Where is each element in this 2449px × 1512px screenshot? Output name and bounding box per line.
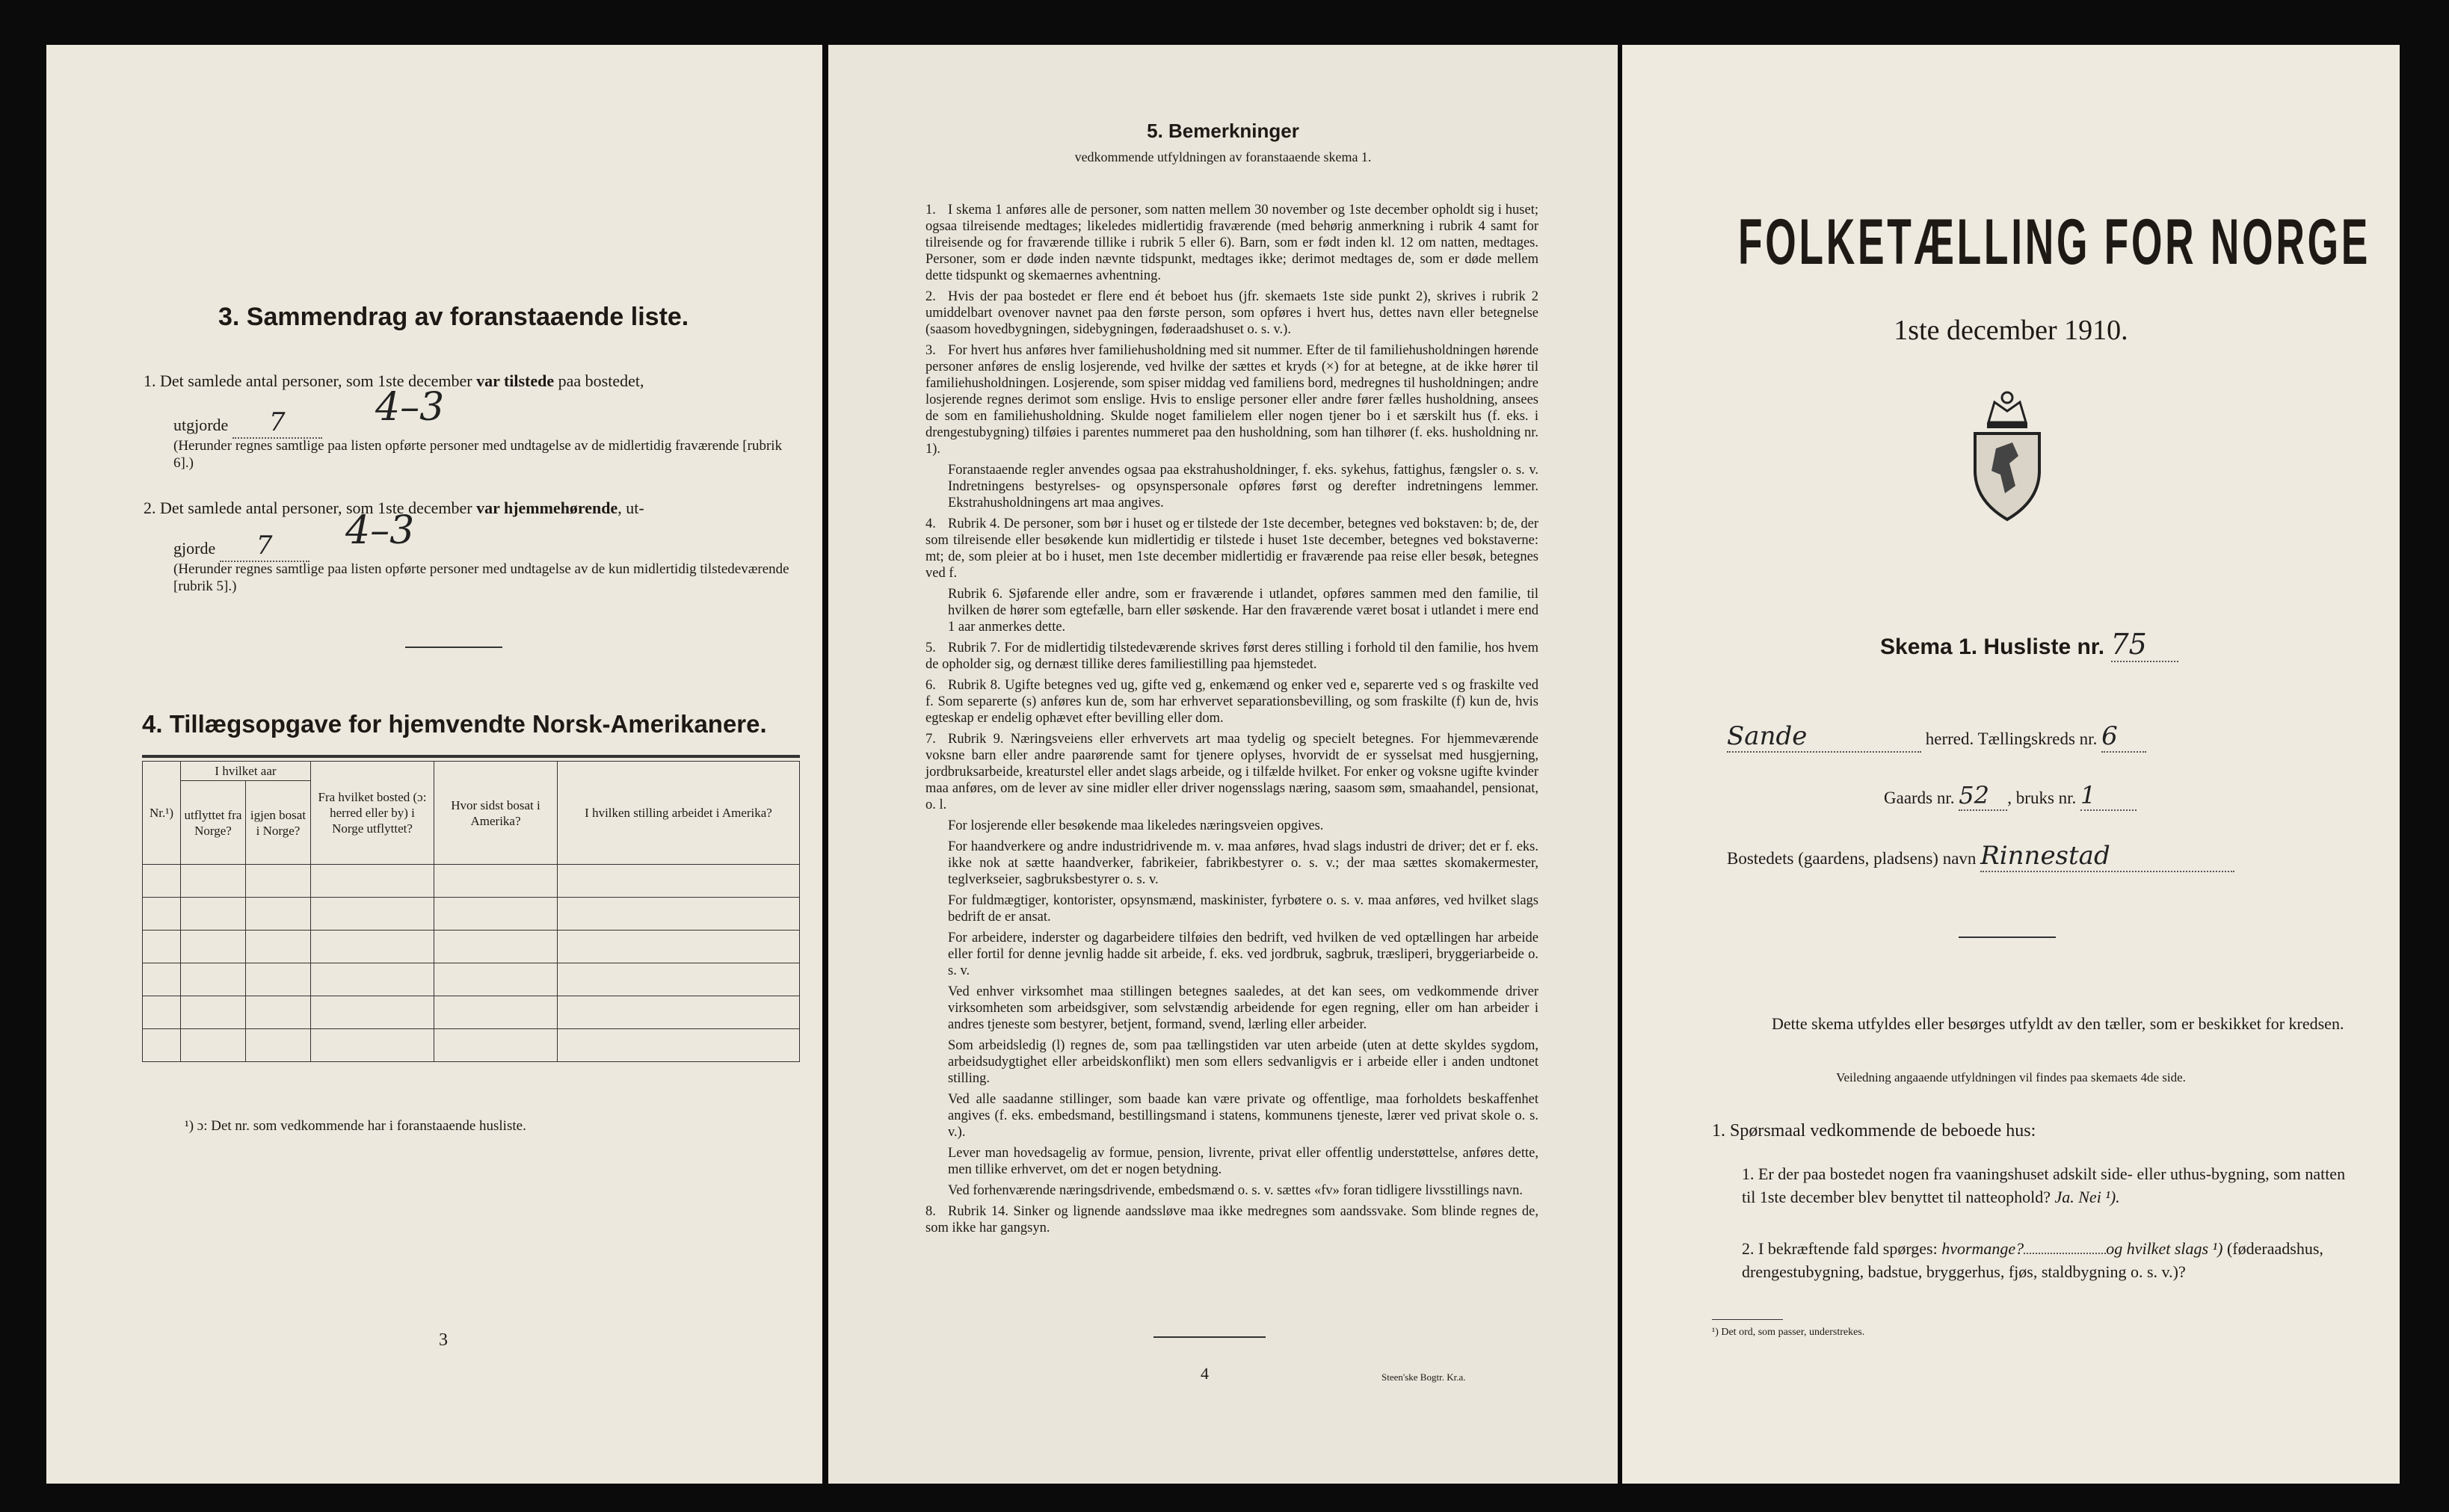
- remark-item: [925, 984, 1538, 1033]
- remark-item: [925, 1203, 1538, 1236]
- ornament-divider: [1959, 936, 2056, 938]
- remarks-list: [925, 202, 1538, 1241]
- col-nr: Nr.¹): [143, 762, 181, 865]
- bruks-nr-field[interactable]: 1: [2080, 781, 2137, 811]
- divider: [1153, 1336, 1266, 1338]
- kreds-field[interactable]: 6: [2101, 721, 2146, 753]
- remark-number: 8.: [925, 1204, 936, 1219]
- remark-number: 5.: [925, 641, 936, 655]
- remark-item: [925, 586, 1538, 635]
- table-footnote: ¹) ɔ: Det nr. som vedkommende har i foranstaaende husliste.: [185, 1118, 526, 1134]
- norsk-amerikanere-table: [142, 761, 800, 1062]
- page-left: [46, 45, 822, 1484]
- summary-item-2: 2. Det samlede antal personer, som 1ste december var hjemmehørende, ut-: [144, 499, 644, 517]
- remark-item: [925, 677, 1538, 726]
- remark-item: [925, 462, 1538, 511]
- remark-text: I skema 1 anføres alle de personer, som natten mellem 30 november og 1ste december opholdt sig i huset; ogsaa tilreisende medtages; likeledes midlertidig fraværende (med behørig anmerkning i rubrik 4 samt for tilreisende og for fraværende tillike i rubrik 5 eller 6). Barn, som er født inden kl. 12 om natten, medtages. Personer, som er døde inden nævnte tidspunkt, medtages ikke; derimot medtages de, som er døde mellem dette tidspunkt og skemaernes avhentning.: [925, 203, 1538, 283]
- remark-item: [925, 1145, 1538, 1178]
- question-heading: 1. Spørsmaal vedkommende de beboede hus:: [1712, 1121, 2036, 1141]
- gaards-nr-field[interactable]: 52: [1959, 781, 2007, 811]
- col-fra-bosted: Fra hvilket bosted (ɔ: herred eller by) i Norge utflyttet?: [311, 762, 434, 865]
- remark-item: [925, 818, 1538, 834]
- question-1: 1. Er der paa bostedet nogen fra vaaningshuset adskilt side- eller uthus-bygning, som natten til 1ste december blev benyttet til natteophold? Ja. Nei ¹).: [1742, 1164, 2346, 1206]
- remark-text: Ved forhenværende næringsdrivende, embedsmænd o. s. v. sættes «fv» foran tidligere livsstillings navn.: [948, 1183, 1524, 1198]
- schema-line: Skema 1. Husliste nr. 75: [1880, 628, 2178, 662]
- section-4-rule: [142, 755, 800, 758]
- page-cover: [1622, 45, 2400, 1484]
- table-row: [143, 931, 800, 963]
- cover-guidance: Veiledning angaaende utfyldningen vil findes paa skemaets 4de side.: [1836, 1070, 2186, 1084]
- section-4-title: 4. Tillægsopgave for hjemvendte Norsk-Amerikanere.: [142, 710, 767, 738]
- remark-item: [925, 1091, 1538, 1141]
- remark-text: Rubrik 6. Sjøfarende eller andre, som er fraværende i utlandet, opføres sammen med den familie, til hvilken de hører som egtefælle, barn eller søskende. Har den fraværende været bosat i utlandet i mere end 1 aar anmerkes dette.: [948, 587, 1538, 635]
- table-row: [143, 898, 800, 931]
- remark-item: [925, 202, 1538, 284]
- table-row: [143, 963, 800, 996]
- remark-number: 1.: [925, 203, 936, 217]
- remark-text: Rubrik 4. De personer, som bør i huset og er tilstede der 1ste december, betegnes ved bokstaven: b; de, der som tilreisende eller besøkende kun midlertidig er tilstede i huset 1ste december, betegnes ved bokstaverne: mt; de, som pleier at bo i huset, men 1ste december midlertidig er fraværende paa reise eller besøk, betegnes ved f.: [925, 516, 1538, 581]
- remark-item: [925, 930, 1538, 979]
- remark-text: Rubrik 7. For de midlertidig tilstedeværende skrives først deres stilling i forhold til den familie, hos hvem de opholder sig, og dernæst tillike deres familiestilling paa hjemstedet.: [925, 641, 1538, 672]
- item1-count-field[interactable]: 7: [232, 407, 322, 439]
- herred-field[interactable]: Sande: [1727, 721, 1921, 753]
- summary-item-2-value-line: gjorde 7: [173, 531, 309, 562]
- remark-item: [925, 516, 1538, 581]
- remarks-title: 5. Bemerkninger: [1147, 120, 1299, 142]
- cover-title: FOLKETÆLLING FOR NORGE: [1738, 206, 2371, 278]
- remark-text: For losjerende eller besøkende maa likeledes næringsveien opgives.: [948, 818, 1324, 833]
- divider: [405, 647, 502, 648]
- remark-number: 3.: [925, 343, 936, 358]
- remark-text: For hvert hus anføres hver familiehusholdning med sit nummer. Efter de til familiehusholdningen hørende personer anføres de enslig losjerende, ved hvilke der sættes et kryds (×) for at betegne, at de ikke hører til familiehusholdningen. Losjerende, som spiser middag ved familiens bord, medregnes til husholdningen; andre losjerende regnes derimot som enslige. Hvis to enslige personer eller andre fører fælles husholdning, ansees de som en familiehusholdning. Skulde noget familielem eller nogen tjener bo i et særskilt hus (f. eks. i drengestubygning) tilføies i parentes nummeret paa den husholdning, som han tilhører (f. eks. husholdning nr. 1).: [925, 343, 1538, 457]
- question-2: 2. I bekræftende fald spørges: hvormange? og hvilket slags ¹) (føderaadshus, drengestubygning, badstue, bryggerhus, fjøs, staldbygning o. s. v.)?: [1742, 1239, 2323, 1281]
- remark-text: Rubrik 14. Sinker og lignende aandssløve maa ikke medregnes som aandssvake. Som blinde regnes de, som ikke har gangsyn.: [925, 1204, 1538, 1235]
- bosted-field[interactable]: Rinnestad: [1980, 841, 2234, 872]
- table-row: [143, 865, 800, 898]
- item2-note: (Herunder regnes samtlige paa listen opførte personer med undtagelse av de kun midlertidig tilstedeværende [rubrik 5].): [173, 561, 789, 594]
- remark-text: Rubrik 9. Næringsveiens eller erhvervets art maa tydelig og specielt betegnes. For hjemmeværende voksne barn eller andre paarørende samt for tjenere oplyses, hvorvidt de er sysselsat med husgjerning, jordbruksarbeide, kreaturstel eller andet slags arbeide, og i tilfælde hvilket. For enker og voksne ugifte kvinder maa anføres, om de lever av sine midler eller driver nogensslags næring, saasom søm, smaahandel, pensionat, o. l.: [925, 732, 1538, 812]
- item2-handwritten-note: 4–3: [345, 508, 415, 553]
- remark-text: For haandverkere og andre industridrivende m. v. maa anføres, hvad slags industri de driver; det er f. eks. ikke nok at sætte haandverker, fabrikeier, fabrikbestyrer o. s. v.; der maa sættes skomakermester, teglverkseier, sagbruksbestyrer o. s. v.: [948, 839, 1538, 887]
- remark-text: Rubrik 8. Ugifte betegnes ved ug, gifte ved g, enkemænd og enker ved e, separerte ved s og fraskilte ved f. Som separerte (s) anføres kun de, som har erhvervet separationsbevilling, og som fraskilte (f) kun de, hvis egteskap er endelig ophævet efter bevilling eller dom.: [925, 678, 1538, 726]
- col-sidst-bosat: Hvor sidst bosat i Amerika?: [434, 762, 558, 865]
- remark-item: [925, 1182, 1538, 1199]
- remarks-subtitle: vedkommende utfyldningen av foranstaaende skema 1.: [1074, 149, 1372, 164]
- page-middle: [828, 45, 1618, 1484]
- bosted-line: Bostedets (gaardens, pladsens) navn Rinnestad: [1727, 841, 2234, 872]
- col-igjen-bosat: igjen bosat i Norge?: [246, 781, 311, 865]
- remark-text: Som arbeidsledig (l) regnes de, som paa tællingstiden var uten arbeide (uten at dette skyldes sygdom, arbeidsudygtighet eller arbeidskonflikt) men som ellers sedvanligvis er i arbeide eller i anden undtonet stilling.: [948, 1038, 1538, 1086]
- gaard-line: Gaards nr. 52 , bruks nr. 1: [1884, 781, 2137, 811]
- remark-item: [925, 731, 1538, 813]
- remark-text: Foranstaaende regler anvendes ogsaa paa ekstrahusholdninger, f. eks. sykehus, fattighus, fængsler o. s. v. Indretningens bestyrelses- og opsynspersonale opføres først og derefter indretningens lemmer. Ekstrahusholdningens art maa angives.: [948, 463, 1538, 510]
- remark-text: Hvis der paa bostedet er flere end ét beboet hus (jfr. skemaets 1ste side punkt 2), skrives i rubrik 2 umiddelbart ovenover navnet paa den første person, som opføres i hvert hus, dettes navn eller betegnelse (saasom hovedbygningen, sidebygningen, føderaadshuset o. s. v.).: [925, 289, 1538, 337]
- remark-item: [925, 342, 1538, 457]
- cover-date: 1ste december 1910.: [1894, 315, 2128, 346]
- remark-item: [925, 288, 1538, 338]
- printer-credit: Steen'ske Bogtr. Kr.a.: [1381, 1371, 1466, 1383]
- page-number: 4: [1201, 1364, 1209, 1383]
- col-utflyttet: utflyttet fra Norge?: [181, 781, 246, 865]
- remark-item: [925, 640, 1538, 673]
- table-row: [143, 996, 800, 1029]
- item2-count-field[interactable]: 7: [220, 531, 309, 562]
- remark-number: 2.: [925, 289, 936, 304]
- item1-note: (Herunder regnes samtlige paa listen opførte personer med undtagelse av de midlertidig fraværende [rubrik 6].): [173, 438, 783, 471]
- remark-number: 7.: [925, 732, 936, 747]
- item1-handwritten-note: 4–3: [375, 385, 445, 430]
- remark-number: 6.: [925, 678, 936, 693]
- remark-text: For fuldmægtiger, kontorister, opsynsmænd, maskinister, fyrbøtere o. s. v. maa anføres, ved hvilket slags bedrift de er ansat.: [948, 893, 1538, 925]
- cover-footnote: ¹) Det ord, som passer, understrekes.: [1712, 1327, 1865, 1338]
- col-hvilket-aar: I hvilket aar: [181, 762, 311, 781]
- footnote-rule: [1712, 1319, 1783, 1320]
- hvormange-field[interactable]: [2024, 1253, 2106, 1254]
- page-number: 3: [439, 1330, 448, 1350]
- col-stilling: I hvilken stilling arbeidet i Amerika?: [558, 762, 800, 865]
- remark-text: Lever man hovedsagelig av formue, pension, livrente, privat eller offentlig understøttelse, anføres dette, men tillike erhvervet, om det er nogen betydning.: [948, 1146, 1538, 1177]
- section-3-title: 3. Sammendrag av foranstaaende liste.: [218, 303, 689, 331]
- summary-item-1: 1. Det samlede antal personer, som 1ste december var tilstede paa bostedet,: [144, 371, 644, 390]
- remark-text: Ved alle saadanne stillinger, som baade kan være private og offentlige, maa forholdets beskaffenhet angives (f. eks. embedsmand, bestillingsmand i statens, kommunens tjeneste, lærer ved privat skole o. s. v.).: [948, 1092, 1538, 1140]
- cover-intro: Dette skema utfyldes eller besørges utfyldt av den tæller, som er beskikket for kredsen.: [1772, 1014, 2344, 1033]
- summary-item-1-value-line: utgjorde 7: [173, 407, 322, 439]
- herred-line: Sande herred. Tællingskreds nr. 6: [1727, 721, 2146, 753]
- remark-item: [925, 892, 1538, 925]
- remark-text: Ved enhver virksomhet maa stillingen betegnes saaledes, at det kan sees, om vedkommende driver virksomheten som arbeidsgiver, som selvstændig arbeidende for egen regning, eller om han arbeider i andres tjeneste som bestyrer, betjent, formand, svend, lærling eller arbeider.: [948, 984, 1538, 1032]
- question-1-answer[interactable]: Ja. Nei ¹).: [2054, 1188, 2120, 1206]
- remark-number: 4.: [925, 516, 936, 531]
- table-row: [143, 1029, 800, 1062]
- husliste-nr-field[interactable]: 75: [2111, 628, 2178, 662]
- coat-of-arms-icon: [1966, 389, 2048, 523]
- remark-text: For arbeidere, inderster og dagarbeidere tilføies den bedrift, ved hvilken de ved optællingen har arbeide eller fortil for denne jevnlig hadde sit arbeide, f. eks. ved jordbruk, sagbruk, træsliperi, bryggeriarbeide o. s. v.: [948, 931, 1538, 978]
- remark-item: [925, 839, 1538, 888]
- remark-item: [925, 1037, 1538, 1087]
